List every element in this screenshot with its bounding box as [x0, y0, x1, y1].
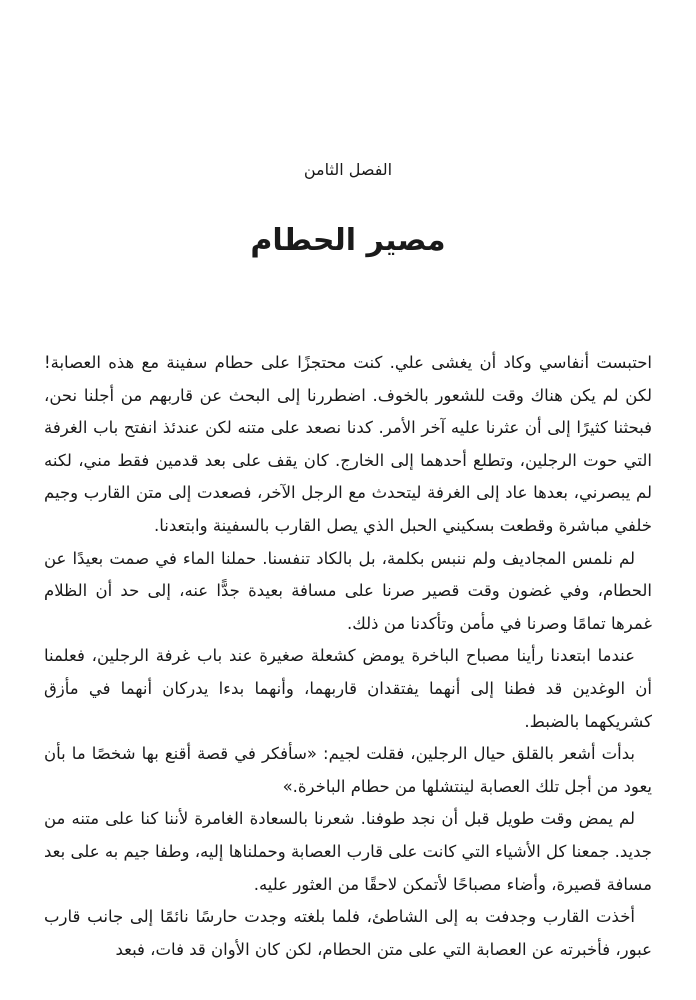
chapter-number: الفصل الثامن: [303, 160, 393, 179]
paragraph-4: بدأت أشعر بالقلق حيال الرجلين، فقلت لجيم: «سأفكر في قصة أقنع بها شخصًا ما بأن يعود من أجل تلك العصابة لينتشلها من حطام الباخرة.»: [44, 744, 652, 796]
paragraph-2: لم نلمس المجاديف ولم ننبس بكلمة، بل بالكاد تنفسنا. حملنا الماء في صمت بعيدًا عن الحطام، وفي غضون وقت قصير صرنا على مسافة بعيدة جدًّا عنه، إلى حد أن الظلام غمرها تمامًا وصرنا في مأمن وتأكدنا من ذلك.: [44, 548, 652, 633]
paragraph-6: أخذت القارب وجدفت به إلى الشاطئ، فلما بلغته وجدت حارسًا نائمًا إلى جانب قارب عبور، فأخبرته عن العصابة التي على متن الحطام، لكن كان الأوان قد فات، فبعد: [44, 907, 652, 959]
paragraph-1: احتبست أنفاسي وكاد أن يغشى علي. كنت محتجزًا على حطام سفينة مع هذه العصابة! لكن لم يكن هناك وقت للشعور بالخوف. اضطررنا إلى البحث عن قاربهم من أجلنا نحن، فبحثنا كثيرًا إلى أن عثرنا عليه آخر الأمر. كدنا نصعد على متنه لكن عندئذ انفتح باب الغرفة التي حوت الرجلين، وتطلع أحدهما إلى الخارج. كان يقف على بعد قدمين فقط مني، لكنه لم يبصرني، بعدها عاد إلى الغرفة ليتحدث مع الرجل الآخر، فصعدت إلى متن القارب وجيم خلفي مباشرة وقطعت بسكيني الحبل الذي يصل القارب بالسفينة وابتعدنا.: [44, 353, 652, 535]
chapter-body: [44, 347, 652, 966]
paragraph-5: لم يمض وقت طويل قبل أن نجد طوفنا. شعرنا بالسعادة الغامرة لأننا كنا على متنه من جديد. جمعنا كل الأشياء التي كانت على قارب العصابة وحملناها إليه، وطفا جيم به على بعد مسافة قصيرة، وأضاء مصباحًا لأتمكن لاحقًا من العثور عليه.: [44, 809, 652, 894]
paragraph-3: عندما ابتعدنا رأينا مصباح الباخرة يومض كشعلة صغيرة عند باب غرفة الرجلين، فعلمنا أن الوغدين قد فطنا إلى أنهما يفتقدان قاربهما، وأنهما بدءا يدركان أنهما في مأزق كشريكهما بالضبط.: [44, 646, 652, 731]
chapter-title: مصير الحطام: [250, 223, 446, 258]
